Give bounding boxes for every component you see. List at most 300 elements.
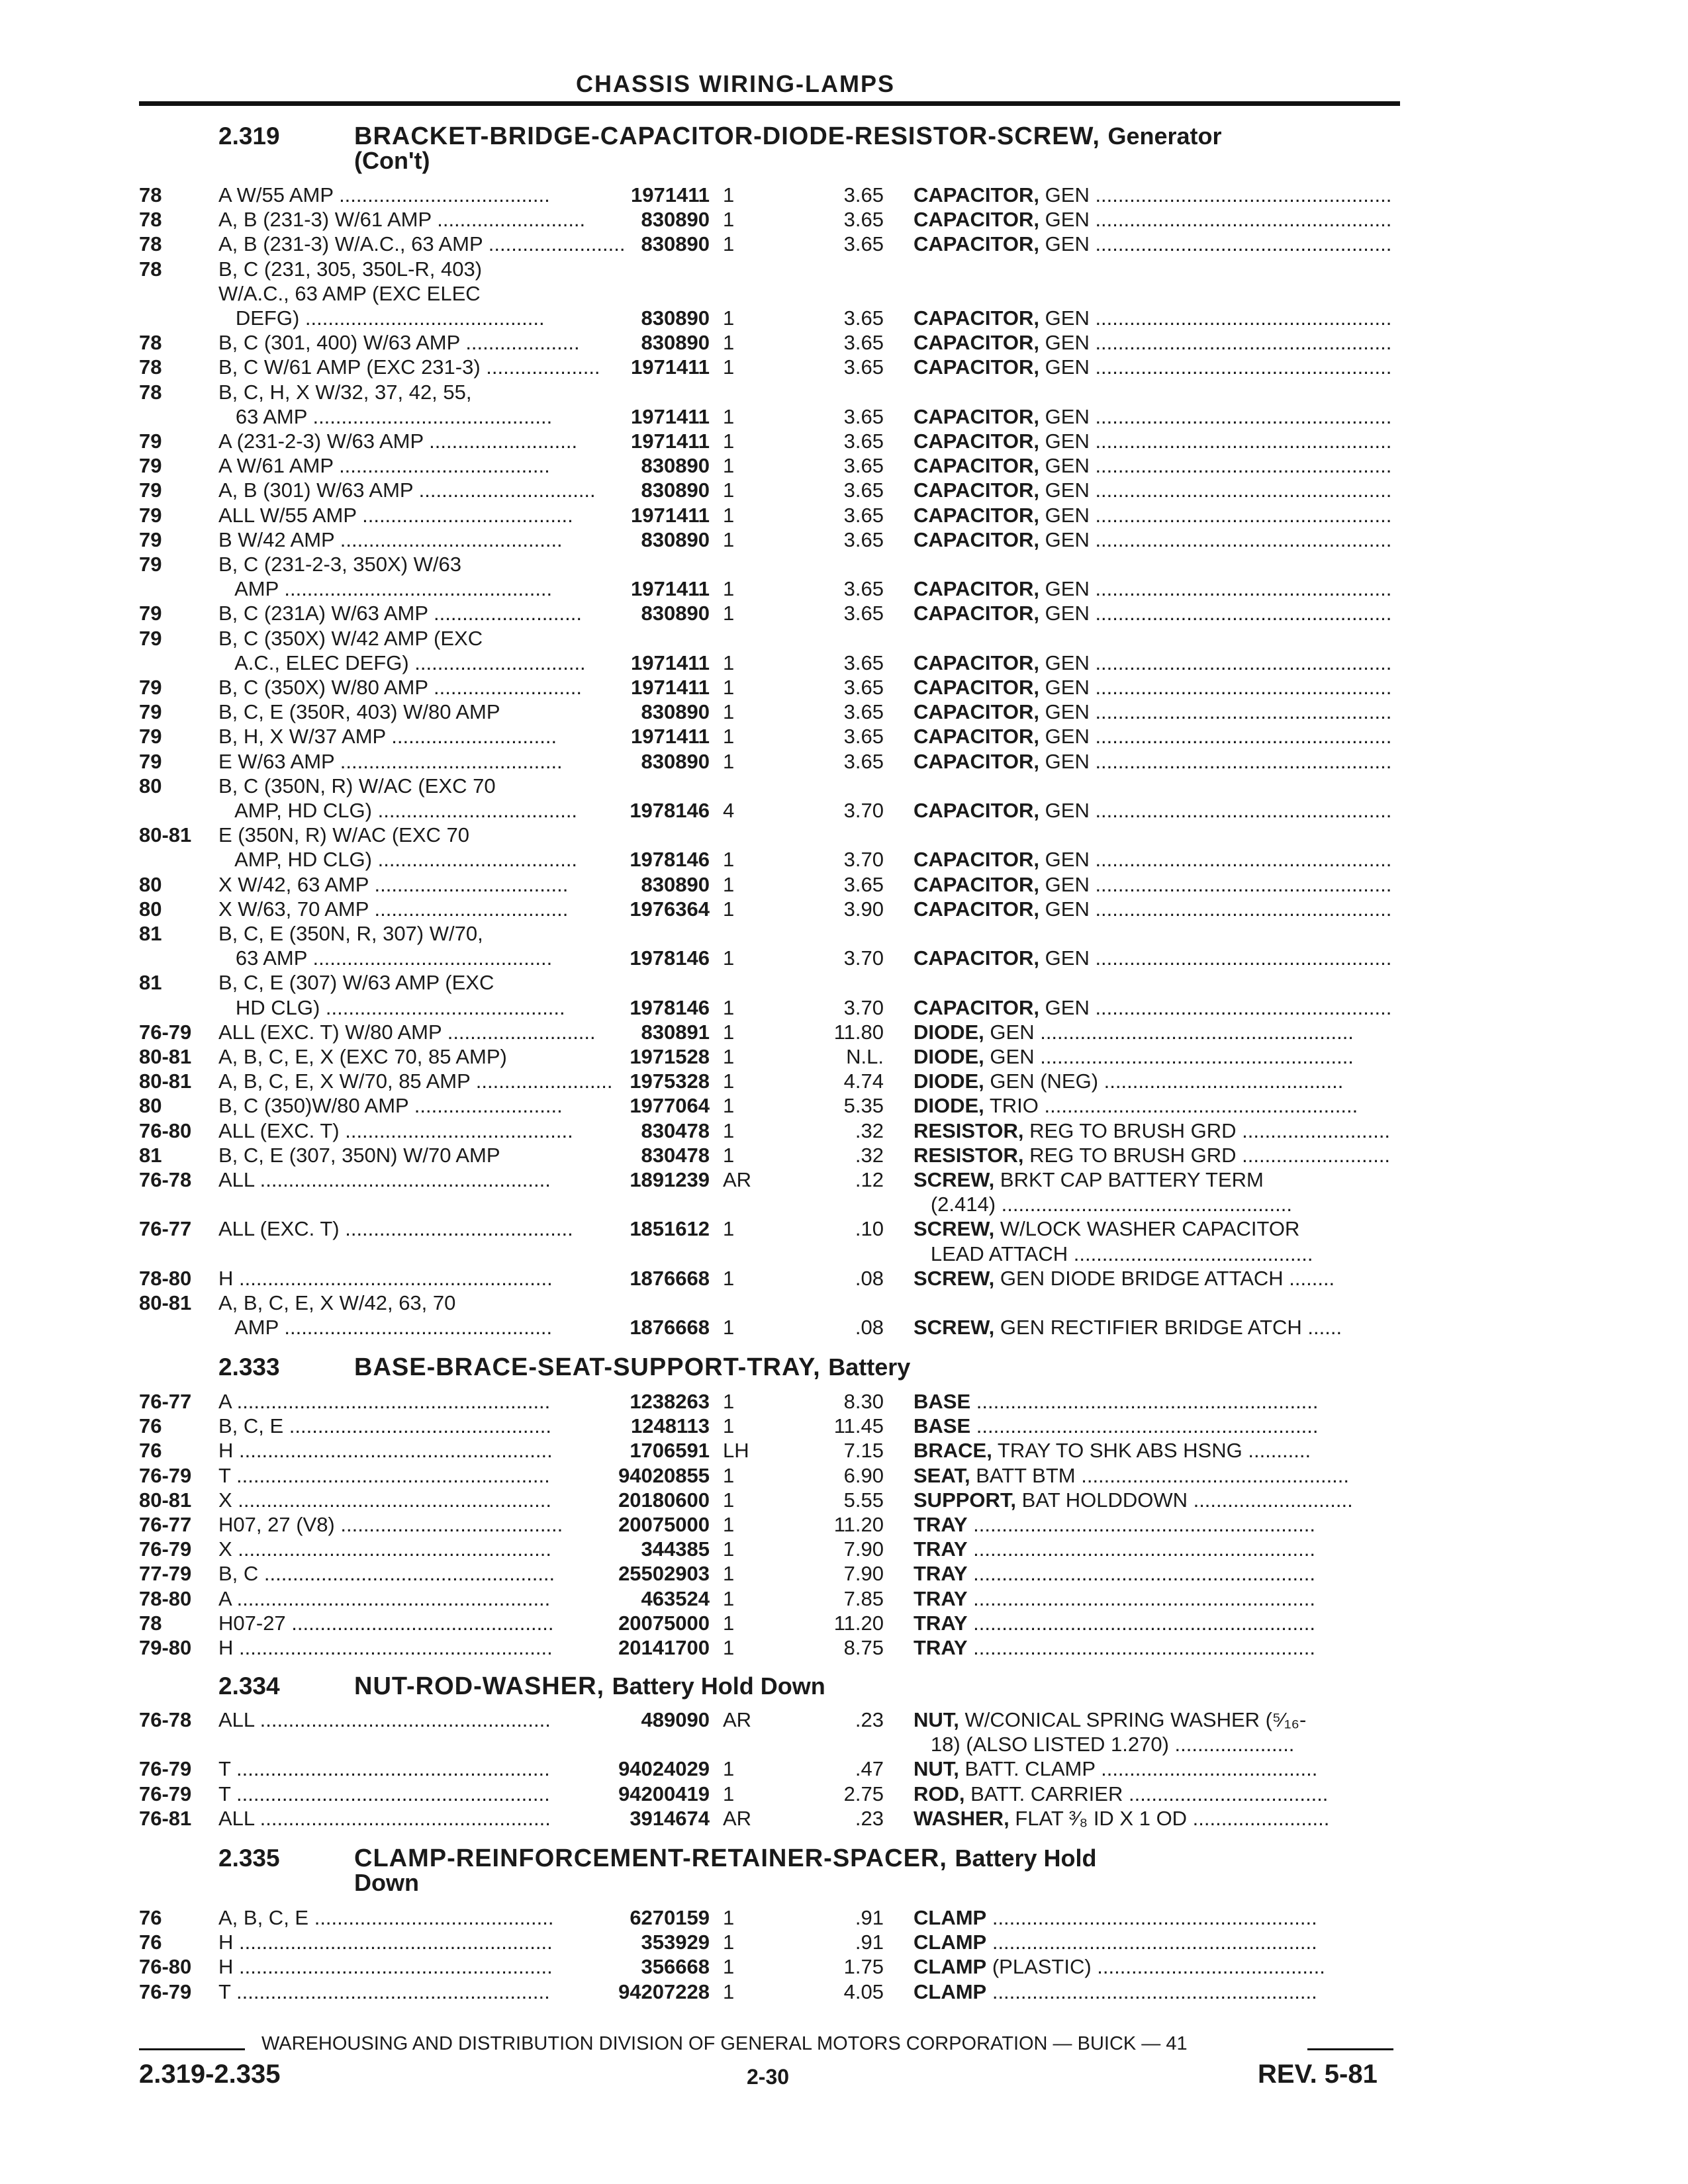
part-number: 830890 [641,208,710,232]
description [914,996,1393,1020]
description [914,651,1393,675]
section-number: 2.319 [218,122,280,150]
description-keyword: CAPACITOR, [914,430,1040,453]
description-detail: BATT BTM ............................................... [976,1463,1350,1487]
quantity: 1 [723,897,735,921]
description-detail: GEN .................................................... [1045,946,1392,970]
description-keyword: SUPPORT, [914,1488,1017,1512]
description [914,430,1393,453]
parts-row [0,922,1688,946]
part-number: 1971411 [631,404,710,428]
description-keyword: NUT, [914,1708,959,1731]
quantity: 1 [723,183,735,206]
model-year: 79-80 [139,1636,192,1659]
application: ALL (EXC. T) ........................................ [218,1118,573,1142]
description-detail: GEN .................................................... [1045,478,1392,502]
quantity: AR [723,1708,752,1731]
description-keyword: WASHER, [914,1806,1009,1830]
description-detail: FLAT ³⁄₈ ID X 1 OD ........................ [1015,1806,1330,1830]
price: 11.20 [833,1611,884,1635]
footer-rule-left [139,2048,245,2050]
description [914,577,1393,601]
price: 3.70 [843,848,884,872]
parts-row [0,750,1688,774]
description-keyword: CAPACITOR, [914,331,1040,355]
description-detail: ......................................................... [986,1979,1317,2003]
application: ALL (EXC. T) W/80 AMP .......................... [218,1020,596,1044]
price: 3.65 [843,872,884,896]
price: 7.15 [843,1439,884,1463]
application: H07, 27 (V8) ....................................... [218,1513,563,1536]
description-keyword: NUT, [914,1757,959,1781]
description [914,799,1393,823]
description-detail: ......................................................... [986,1931,1317,1954]
quantity: 1 [723,946,735,970]
section-title-main: BRACKET-BRIDGE-CAPACITOR-DIODE-RESISTOR-SCREW, [354,122,1100,150]
description [914,232,1393,256]
section-title-main: BASE-BRACE-SEAT-SUPPORT-TRAY, [354,1353,821,1381]
parts-row [0,381,1688,404]
description-detail: GEN DIODE BRIDGE ATTACH ........ [1000,1266,1335,1290]
description [914,355,1393,379]
price: .10 [855,1217,884,1241]
description-keyword: CAPACITOR, [914,602,1040,625]
description [914,602,1393,625]
application: ALL W/55 AMP ..................................... [218,503,573,527]
header-rule [139,101,1400,106]
description-keyword: CLAMP [914,1931,987,1954]
application: B, C, H, X W/32, 37, 42, 55, [218,380,472,404]
section-title-main: NUT-ROD-WASHER, [354,1672,605,1700]
parts-row [0,700,1688,724]
description [914,1168,1393,1192]
parts-row [0,799,1688,823]
part-number: 94207228 [618,1979,710,2003]
quantity: LH [723,1439,749,1463]
application: B, C (231-2-3, 350X) W/63 [218,553,461,576]
price: 1.75 [843,1955,884,1979]
quantity: 1 [723,1316,735,1340]
description-keyword: TRAY [914,1636,968,1659]
description-keyword: TRAY [914,1562,968,1586]
part-number: 3914674 [630,1806,710,1830]
section-title [354,1353,910,1382]
application: T ....................................................... [218,1782,550,1805]
part-number: 1238263 [630,1390,710,1413]
price: 8.75 [843,1636,884,1659]
part-number: 94020855 [618,1463,710,1487]
quantity: AR [723,1806,752,1830]
quantity: 4 [723,799,735,822]
description [914,1267,1393,1291]
application: X W/63, 70 AMP .................................. [218,897,569,921]
price: 11.45 [833,1414,884,1438]
section-title-main: CLAMP-REINFORCEMENT-RETAINER-SPACER, [354,1844,947,1872]
quantity: 1 [723,1931,735,1954]
model-year: 79 [139,676,162,699]
model-year: 76 [139,1931,162,1954]
description-detail: GEN .................................................... [1045,183,1392,206]
description-detail: GEN .................................................... [1045,404,1392,428]
application: AMP, HD CLG) ................................... [218,799,578,822]
quantity: 1 [723,478,735,502]
part-number: 1978146 [630,995,710,1019]
price: 3.70 [843,946,884,970]
description-keyword: SCREW, [914,1266,995,1290]
application: A W/61 AMP ..................................... [218,454,550,478]
quantity: 1 [723,454,735,478]
part-number: 1971411 [631,651,710,674]
application: B, C (301, 400) W/63 AMP .................... [218,331,580,355]
application: H ....................................................... [218,1955,553,1979]
parts-row [0,1291,1688,1315]
description-keyword: CAPACITOR, [914,799,1040,822]
model-year: 79 [139,725,162,749]
description-detail: BATT. CLAMP ...................................... [964,1757,1318,1781]
price: 3.65 [843,527,884,551]
description-detail: GEN .................................................... [1045,503,1392,527]
application: AMP ............................................... [218,1316,553,1340]
description-detail: GEN .................................................... [1045,527,1392,551]
model-year: 80-81 [139,1488,192,1512]
description-keyword: CAPACITOR, [914,232,1040,256]
price: .32 [855,1118,884,1142]
quantity: 1 [723,995,735,1019]
price: 3.65 [843,306,884,330]
model-year: 76-77 [139,1217,192,1241]
parts-row [0,1733,1688,1756]
page-header-title: CHASSIS WIRING-LAMPS [576,70,896,97]
application: B, C ................................................... [218,1562,555,1586]
application: H ....................................................... [218,1439,553,1463]
quantity: 1 [723,208,735,232]
part-number: 1971411 [631,676,710,699]
application: A, B (301) W/63 AMP ............................... [218,478,596,502]
model-year: 76-81 [139,1806,192,1830]
model-year: 78 [139,257,162,281]
description [914,1021,1393,1044]
parts-row [0,1168,1688,1192]
quantity: 1 [723,577,735,601]
description-keyword: BASE [914,1390,971,1413]
part-number: 1876668 [630,1316,710,1340]
parts-row [0,897,1688,921]
model-year: 80 [139,774,162,797]
model-year: 76-77 [139,1390,192,1413]
parts-row [0,1612,1688,1635]
parts-row [0,577,1688,601]
description-detail: GEN .................................................... [1045,872,1392,896]
description-detail: ............................................................ [970,1414,1319,1438]
part-number: 20180600 [618,1488,710,1512]
description-keyword: TRAY [914,1513,968,1536]
description-keyword: TRAY [914,1537,968,1561]
application: B, C W/61 AMP (EXC 231-3) .................... [218,355,600,379]
description [914,1955,1393,1979]
price: 5.35 [843,1094,884,1118]
price: 4.05 [843,1979,884,2003]
parts-row [0,1587,1688,1611]
model-year: 78 [139,208,162,232]
application: A ....................................................... [218,1586,551,1610]
price: 3.65 [843,454,884,478]
quantity: 1 [723,1143,735,1167]
model-year: 78-80 [139,1266,192,1290]
parts-row [0,1390,1688,1414]
part-number: 1977064 [630,1094,710,1118]
quantity: 1 [723,404,735,428]
application: E (350N, R) W/AC (EXC 70 [218,823,469,847]
quantity: 1 [723,1045,735,1068]
parts-row [0,1537,1688,1561]
section-title [354,122,1222,151]
description [914,873,1393,897]
description-keyword: CAPACITOR, [914,306,1040,330]
description-keyword: CAPACITOR, [914,651,1040,674]
description [914,1906,1393,1930]
price: .91 [855,1906,884,1929]
parts-row [0,1439,1688,1463]
description-keyword: CAPACITOR, [914,946,1040,970]
model-year: 77-79 [139,1562,192,1586]
application: DEFG) .......................................... [218,306,545,330]
quantity: 1 [723,700,735,724]
price: .91 [855,1931,884,1954]
description-keyword: CAPACITOR, [914,527,1040,551]
parts-row [0,823,1688,847]
section-number: 2.335 [218,1844,280,1872]
application: A (231-2-3) W/63 AMP .......................... [218,430,578,453]
model-year: 76-79 [139,1979,192,2003]
model-year: 76-80 [139,1118,192,1142]
description [914,1242,1393,1266]
part-number: 1876668 [630,1266,710,1290]
price: 3.65 [843,577,884,601]
description-keyword: SCREW, [914,1316,995,1340]
section-number: 2.333 [218,1353,280,1381]
model-year: 76-78 [139,1168,192,1191]
application: E W/63 AMP ....................................... [218,749,563,773]
part-number: 830478 [641,1143,710,1167]
parts-row [0,1807,1688,1831]
model-year: 78 [139,183,162,206]
description-keyword: CAPACITOR, [914,183,1040,206]
description-detail: TRAY TO SHK ABS HSNG ........... [997,1439,1311,1463]
model-year: 79 [139,626,162,650]
part-number: 1978146 [630,848,710,872]
quantity: 1 [723,1562,735,1586]
model-year: 76-78 [139,1708,192,1731]
parts-row [0,331,1688,355]
quantity: 1 [723,872,735,896]
description-keyword: CLAMP [914,1979,987,2003]
model-year: 81 [139,922,162,945]
section-title [354,1672,825,1701]
application: ALL ................................................... [218,1806,551,1830]
price: .47 [855,1757,884,1781]
description [914,1217,1393,1241]
quantity: 1 [723,331,735,355]
section-subtitle: (Con't) [354,147,430,174]
quantity: 1 [723,651,735,674]
price: .23 [855,1708,884,1731]
part-number: 830890 [641,306,710,330]
description-detail: GEN .................................................... [1045,651,1392,674]
description-detail: REG TO BRUSH GRD .......................... [1029,1143,1391,1167]
description-keyword: RESISTOR, [914,1143,1024,1167]
description [914,183,1393,207]
model-year: 79 [139,430,162,453]
model-year: 78 [139,331,162,355]
description-detail: GEN .................................................... [1045,355,1392,379]
part-number: 1971528 [630,1045,710,1068]
parts-row [0,873,1688,897]
parts-row [0,1488,1688,1512]
application: A, B, C, E .......................................... [218,1906,554,1929]
model-year: 76 [139,1439,162,1463]
description-detail: GEN .................................................... [1045,232,1392,256]
part-number: 1248113 [631,1414,710,1438]
part-number: 1971411 [631,577,710,601]
application: B, C, E .............................................. [218,1414,551,1438]
part-number: 356668 [641,1955,710,1979]
description [914,1439,1393,1463]
section-subtitle: Down [354,1869,419,1896]
description-detail: (2.414) ................................................... [914,1193,1292,1216]
model-year: 76-79 [139,1782,192,1805]
model-year: 79 [139,749,162,773]
description [914,1513,1393,1537]
parts-row [0,848,1688,872]
description [914,478,1393,502]
part-number: 94200419 [618,1782,710,1805]
description-keyword: CAPACITOR, [914,454,1040,478]
description-detail: ............................................................ [967,1611,1315,1635]
part-number: 1971411 [631,355,710,379]
description-detail: GEN .................................................... [1045,430,1392,453]
model-year: 78-80 [139,1586,192,1610]
application: X ....................................................... [218,1537,551,1561]
part-number: 20075000 [618,1513,710,1536]
quantity: 1 [723,1636,735,1659]
model-year: 79 [139,503,162,527]
parts-row [0,996,1688,1020]
part-number: 25502903 [618,1562,710,1586]
description [914,1807,1393,1831]
description-detail: REG TO BRUSH GRD .......................... [1029,1118,1391,1142]
description [914,208,1393,232]
footer-page-number: 2-30 [747,2065,790,2089]
price: 7.90 [843,1537,884,1561]
description [914,1045,1393,1069]
description [914,1757,1393,1781]
description-keyword: CAPACITOR, [914,478,1040,502]
description-keyword: CAPACITOR, [914,355,1040,379]
description-detail: BATT. CARRIER ................................... [970,1782,1329,1805]
quantity: 1 [723,1069,735,1093]
description [914,504,1393,527]
quantity: 1 [723,1414,735,1438]
parts-row [0,627,1688,651]
application: AMP ............................................... [218,577,553,601]
section-title-tail: Battery Hold Down [612,1672,825,1700]
description-keyword: TRAY [914,1611,968,1635]
parts-row [0,183,1688,207]
description-detail: GEN .................................................... [1045,848,1392,872]
price: 3.70 [843,995,884,1019]
price: 3.65 [843,676,884,699]
part-number: 1891239 [630,1168,710,1191]
part-number: 20141700 [618,1636,710,1659]
price: .08 [855,1316,884,1340]
model-year: 79 [139,553,162,576]
application: T ....................................................... [218,1979,550,2003]
description-keyword: CLAMP [914,1955,987,1979]
description-keyword: CAPACITOR, [914,749,1040,773]
model-year: 78 [139,232,162,256]
model-year: 79 [139,527,162,551]
quantity: 1 [723,527,735,551]
price: 3.65 [843,430,884,453]
application: B, C (350X) W/42 AMP (EXC [218,626,483,650]
part-number: 1851612 [630,1217,710,1241]
description [914,897,1393,921]
quantity: 1 [723,1217,735,1241]
parts-row [0,1144,1688,1167]
description-detail: GEN .................................................... [1045,676,1392,699]
parts-row [0,430,1688,453]
parts-row [0,1782,1688,1806]
description [914,1144,1393,1167]
price: .23 [855,1806,884,1830]
part-number: 6270159 [630,1906,710,1929]
quantity: 1 [723,1782,735,1805]
parts-row [0,1562,1688,1586]
description [914,848,1393,872]
application: A, B, C, E, X W/42, 63, 70 [218,1291,456,1314]
section-number: 2.334 [218,1672,280,1700]
application: ALL (EXC. T) ........................................ [218,1217,573,1241]
quantity: 1 [723,1611,735,1635]
price: 3.65 [843,208,884,232]
model-year: 80 [139,872,162,896]
quantity: AR [723,1168,752,1191]
part-number: 94024029 [618,1757,710,1781]
description-keyword: CAPACITOR, [914,503,1040,527]
model-year: 76 [139,1414,162,1438]
application: 63 AMP .......................................... [218,404,553,428]
price: 11.80 [833,1020,884,1044]
quantity: 1 [723,749,735,773]
quantity: 1 [723,1094,735,1118]
description [914,1488,1393,1512]
description-detail: GEN .................................................... [1045,454,1392,478]
description [914,1980,1393,2004]
part-number: 1971411 [631,430,710,453]
footer-division-line: WAREHOUSING AND DISTRIBUTION DIVISION OF GENERAL MOTORS CORPORATION — BUICK — 41 [261,2033,1188,2054]
application: B, C, E (350R, 403) W/80 AMP [218,700,500,724]
quantity: 1 [723,1537,735,1561]
model-year: 76-77 [139,1513,192,1536]
description-detail: TRIO ....................................................... [989,1094,1358,1118]
part-number: 830890 [641,331,710,355]
application: H ....................................................... [218,1266,553,1290]
section-title [354,1844,1097,1873]
application: H ....................................................... [218,1636,553,1659]
description [914,750,1393,774]
model-year: 80-81 [139,1045,192,1068]
price: 3.65 [843,404,884,428]
